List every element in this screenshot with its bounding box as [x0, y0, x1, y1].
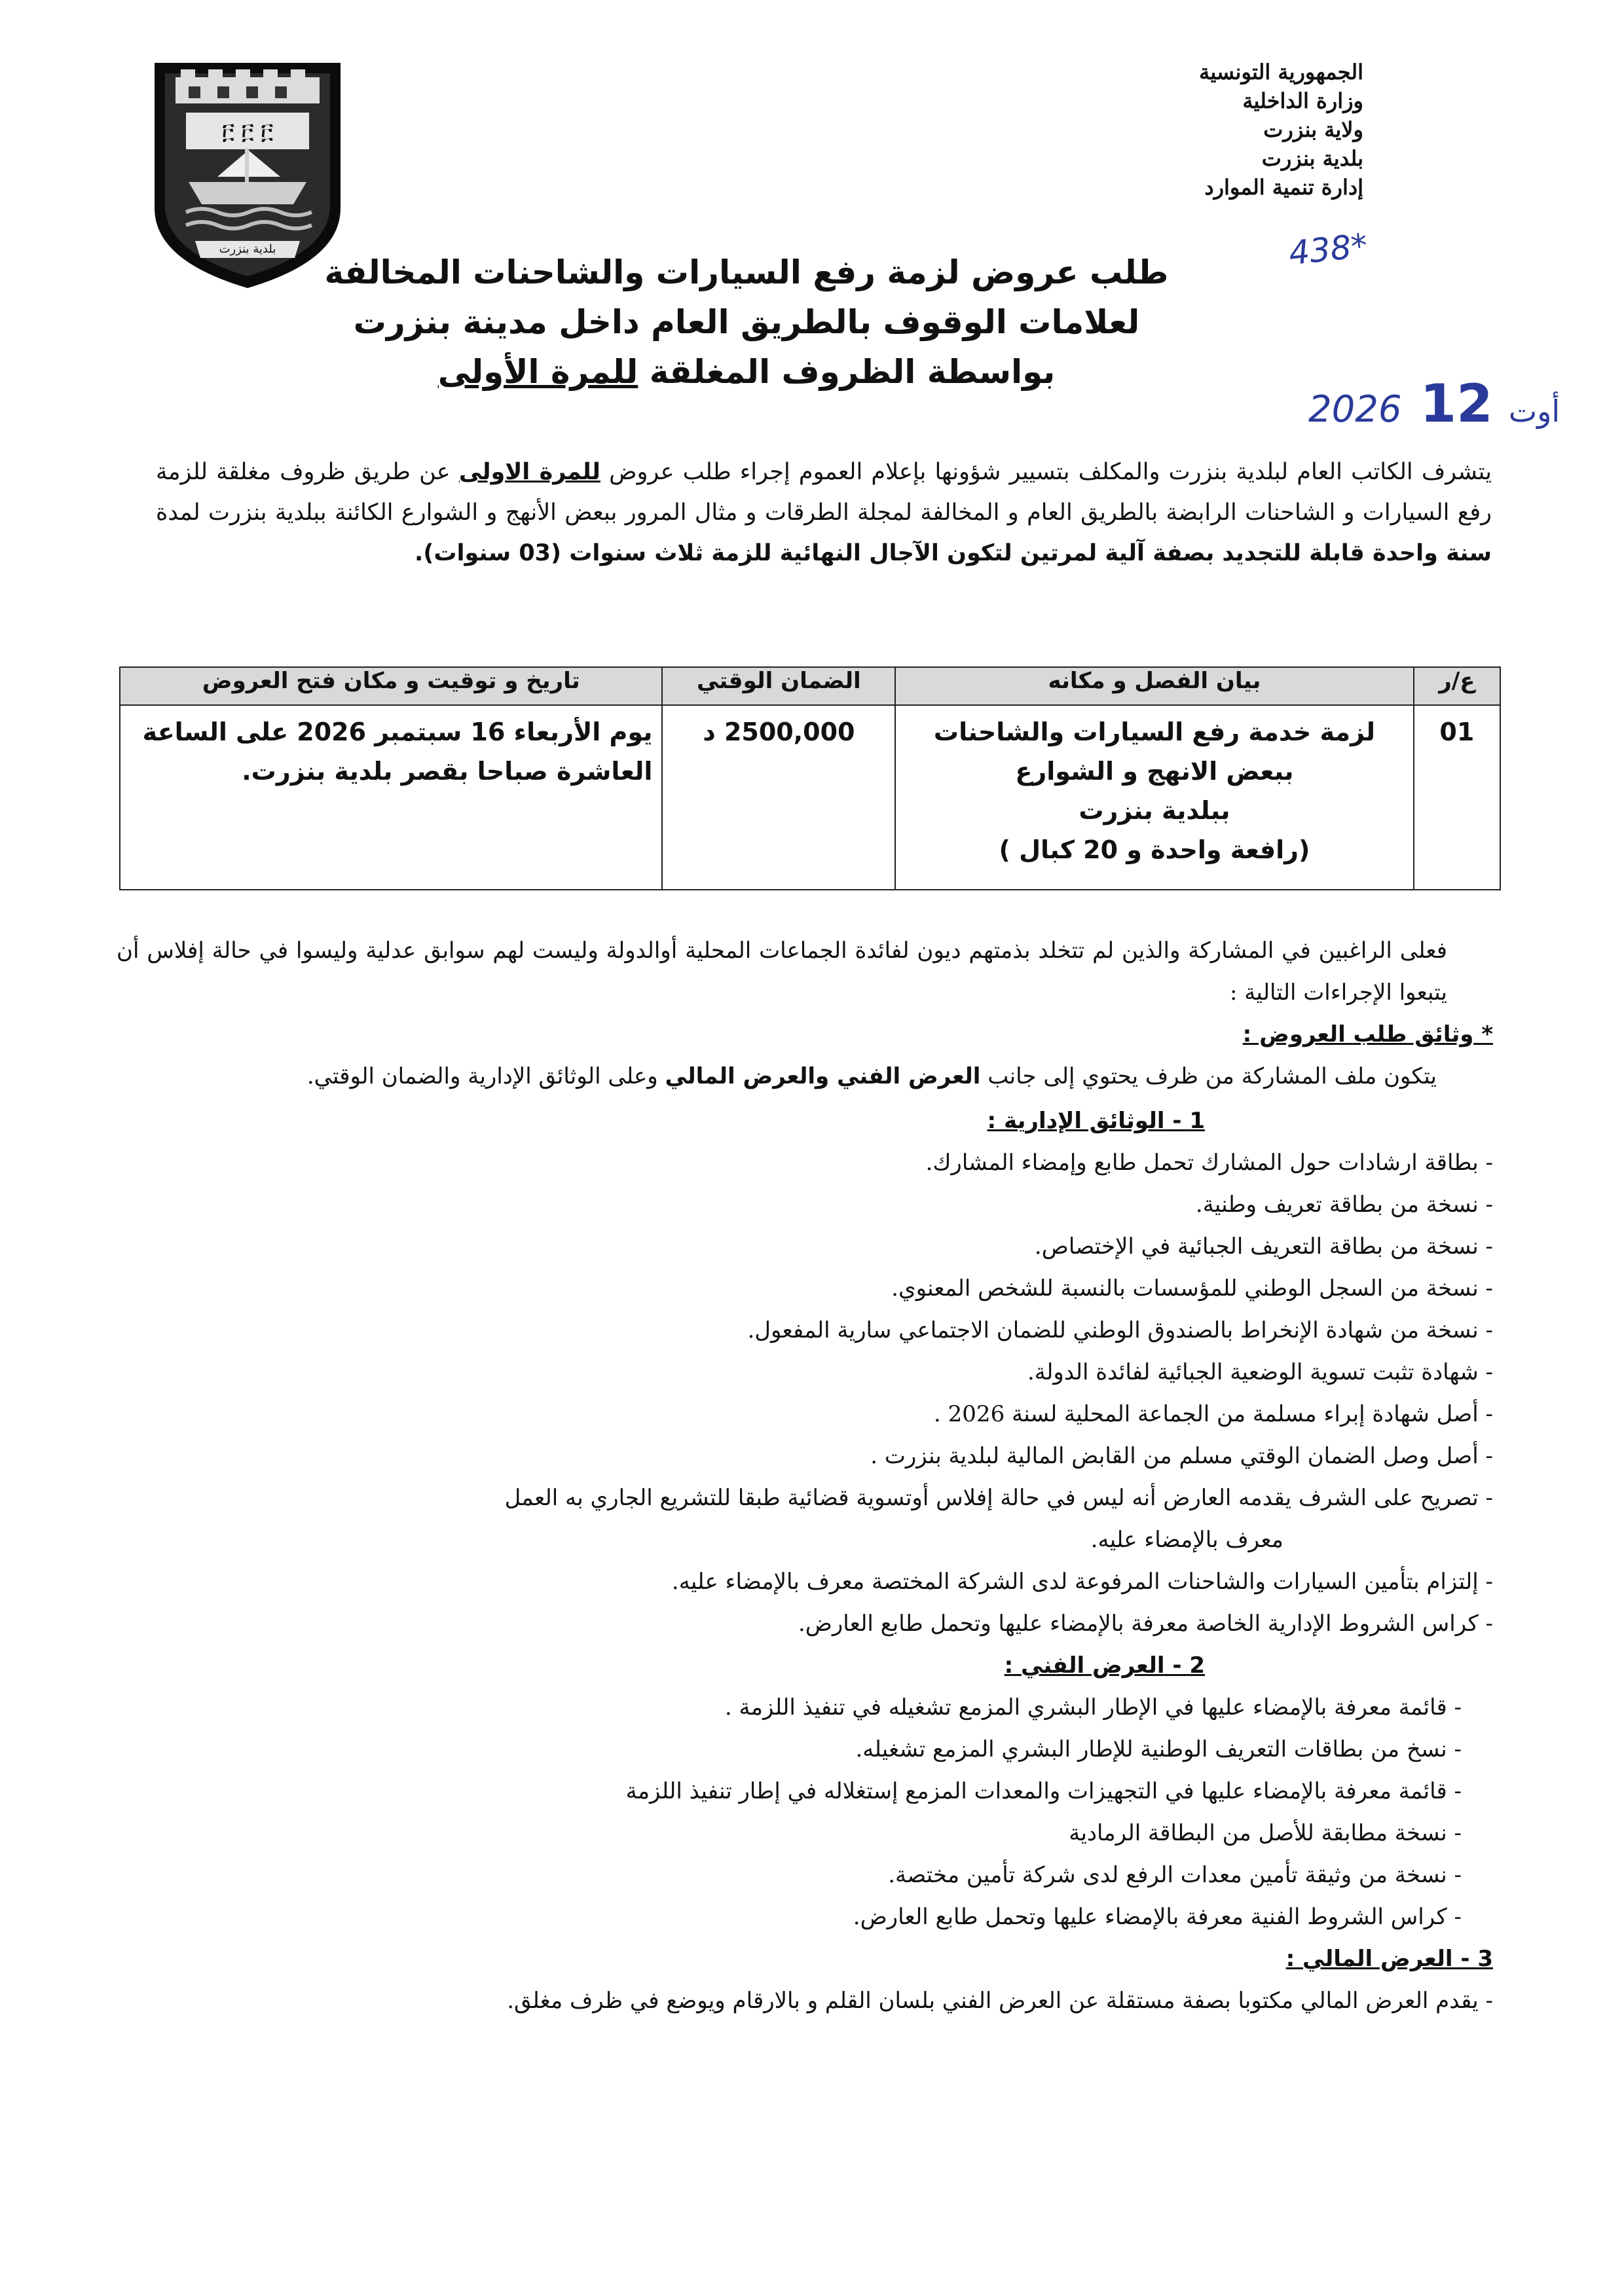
- issuer-header: [1088, 58, 1363, 202]
- desc-line-3: ببلدية بنزرت: [1079, 796, 1230, 825]
- list-item: - بطاقة ارشادات حول المشارك تحمل طابع وإمضاء المشارك.: [925, 1150, 1493, 1176]
- svg-text:፫ ፫ ፫: ፫ ፫ ፫: [221, 118, 274, 145]
- technical-heading: 2 - العرض الفني :: [1004, 1652, 1205, 1679]
- cell-guarantee: 2500,000 د: [662, 705, 895, 890]
- intro-paragraph: [156, 452, 1492, 574]
- desc-line-4: (رافعة واحدة و 20 كبال ): [999, 835, 1310, 864]
- header-municipality: بلدية بنزرت: [1261, 146, 1363, 171]
- handwritten-reference-number: 438*: [1287, 226, 1370, 273]
- eligibility-paragraph: فعلى الراغبين في المشاركة والذين لم تتخلد بذمتهم ديون لفائدة الجماعات المحلية أوالدولة وليست لهم سوابق عدلية وليسوا في حالة إفلاس أن يتبعوا الإجراءات التالية :: [117, 938, 1447, 1006]
- list-item: - إلتزام بتأمين السيارات والشاحنات المرفوعة لدى الشركة المختصة معرف بالإمضاء عليه.: [671, 1569, 1493, 1595]
- list-item-continuation: معرف بالإمضاء عليه.: [1090, 1527, 1283, 1553]
- header-governorate: ولاية بنزرت: [1263, 117, 1363, 142]
- list-item: - قائمة معرفة بالإمضاء عليها في التجهيزات والمعدات المزمع إستغلاله في إطار تنفيذ اللزمة: [625, 1778, 1462, 1804]
- handwritten-date-month: أوت: [1508, 393, 1560, 429]
- title-line-3: [249, 347, 1244, 397]
- list-item: - نسخة من السجل الوطني للمؤسسات بالنسبة للشخص المعنوي.: [891, 1275, 1493, 1302]
- list-item: - شهادة تثبت تسوية الوضعية الجبائية لفائدة الدولة.: [1027, 1359, 1493, 1385]
- list-item: - كراس الشروط الفنية معرفة بالإمضاء عليها وتحمل طابع العارض.: [853, 1904, 1462, 1930]
- header-ministry: وزارة الداخلية: [1242, 88, 1363, 113]
- list-item: - نسخة من بطاقة التعريف الجبائية في الإختصاص.: [1034, 1233, 1493, 1260]
- docs-text-b: العرض الفني والعرض المالي: [665, 1063, 981, 1089]
- list-item: - قائمة معرفة بالإمضاء عليها في الإطار البشري المزمع تشغيله في تنفيذ اللزمة .: [724, 1694, 1462, 1721]
- col-number: ع/ر: [1414, 667, 1500, 705]
- admin-heading: 1 - الوثائق الإدارية :: [987, 1108, 1205, 1134]
- cell-number: 01: [1414, 705, 1500, 890]
- financial-heading: 3 - العرض المالي :: [1285, 1946, 1493, 1972]
- col-guarantee: الضمان الوقتي: [662, 667, 895, 705]
- intro-sentence-2: عن طريق ظروف مغلقة للزمة رفع السيارات و الشاحنات الرابضة بالطريق العام و المخالفة لمجلة الطرقات و مثال المرور ببعض الأنهج و الشوارع الكائنة ببلدية بنزرت لمدة: [156, 459, 1492, 526]
- docs-text-a: يتكون ملف المشاركة من ظرف يحتوي إلى جانب: [987, 1063, 1437, 1089]
- list-item: - أصل شهادة إبراء مسلمة من الجماعة المحلية لسنة 2026 .: [934, 1401, 1493, 1427]
- list-item: - نسخة من بطاقة تعريف وطنية.: [1195, 1192, 1493, 1218]
- crest-label: بلدية بنزرت: [219, 242, 276, 256]
- financial-docs-list: [117, 1980, 1493, 2022]
- cell-opening: يوم الأربعاء 16 سبتمبر 2026 على الساعة العاشرة صباحا بقصر بلدية بنزرت.: [120, 705, 662, 890]
- header-republic: الجمهورية التونسية: [1199, 60, 1363, 84]
- list-item: - نسخ من بطاقات التعريف الوطنية للإطار البشري المزمع تشغيله.: [855, 1736, 1462, 1762]
- handwritten-date: [1308, 373, 1560, 434]
- list-item: - كراس الشروط الإدارية الخاصة معرفة بالإمضاء عليها وتحمل طابع العارض.: [798, 1611, 1493, 1637]
- list-item: - نسخة مطابقة للأصل من البطاقة الرمادية: [1069, 1820, 1462, 1846]
- title-line-3-underlined: للمرة الأولى: [437, 353, 638, 391]
- cell-description: [895, 705, 1413, 890]
- docs-heading: * وثائق طلب العروض :: [1242, 1021, 1493, 1048]
- list-item: - نسخة من شهادة الإنخراط بالصندوق الوطني للضمان الاجتماعي سارية المفعول.: [747, 1317, 1493, 1343]
- document-title: [249, 247, 1244, 397]
- technical-docs-list: [117, 1686, 1493, 1938]
- list-item-text: - تصريح على الشرف يقدمه العارض أنه ليس في حالة إفلاس أوتسوية قضائية طبقا للتشريع الجاري به العمل: [504, 1485, 1493, 1511]
- tender-conditions: [117, 930, 1493, 2022]
- col-opening: تاريخ و توقيت و مكان فتح العروض: [120, 667, 662, 705]
- intro-sentence-1: يتشرف الكاتب العام لبلدية بنزرت والمكلف بتسيير شؤونها بإعلام العموم إجراء طلب عروض: [609, 459, 1492, 485]
- col-description: بيان الفصل و مكانه: [895, 667, 1413, 705]
- title-line-3-main: بواسطة الظروف المغلقة: [649, 353, 1056, 391]
- lot-table: [119, 666, 1501, 890]
- title-line-1: طلب عروض لزمة رفع السيارات والشاحنات المخالفة: [324, 253, 1169, 291]
- intro-duration: سنة واحدة قابلة للتجديد بصفة آلية لمرتين لتكون الآجال النهائية للزمة ثلاث سنوات (03 سنوات).: [415, 540, 1492, 566]
- list-item: - أصل وصل الضمان الوقتي مسلم من القابض المالية لبلدية بنزرت .: [870, 1443, 1493, 1469]
- list-item: - نسخة من وثيقة تأمين معدات الرفع لدى شركة تأمين مختصة.: [888, 1862, 1462, 1888]
- title-line-2: لعلامات الوقوف بالطريق العام داخل مدينة بنزرت: [353, 303, 1140, 341]
- docs-paragraph: [117, 1055, 1493, 1097]
- list-item: - يقدم العرض المالي مكتوبا بصفة مستقلة عن العرض الفني بلسان القلم و بالارقام ويوضع في ظرف مغلق.: [507, 1988, 1493, 2014]
- list-item: [117, 1477, 1493, 1561]
- handwritten-date-year: 2026: [1308, 388, 1402, 431]
- header-department: إدارة تنمية الموارد: [1204, 175, 1363, 200]
- table-row: [120, 705, 1500, 890]
- intro-first-time: للمرة الاولى: [458, 459, 600, 485]
- admin-docs-list: [117, 1142, 1493, 1645]
- handwritten-date-day: 12: [1420, 373, 1493, 434]
- desc-line-2: ببعض الانهج و الشوارع: [1015, 757, 1294, 786]
- desc-line-1: لزمة خدمة رفع السيارات والشاحنات: [933, 718, 1375, 746]
- table-header-row: [120, 667, 1500, 705]
- docs-text-c: وعلى الوثائق الإدارية والضمان الوقتي.: [306, 1063, 658, 1089]
